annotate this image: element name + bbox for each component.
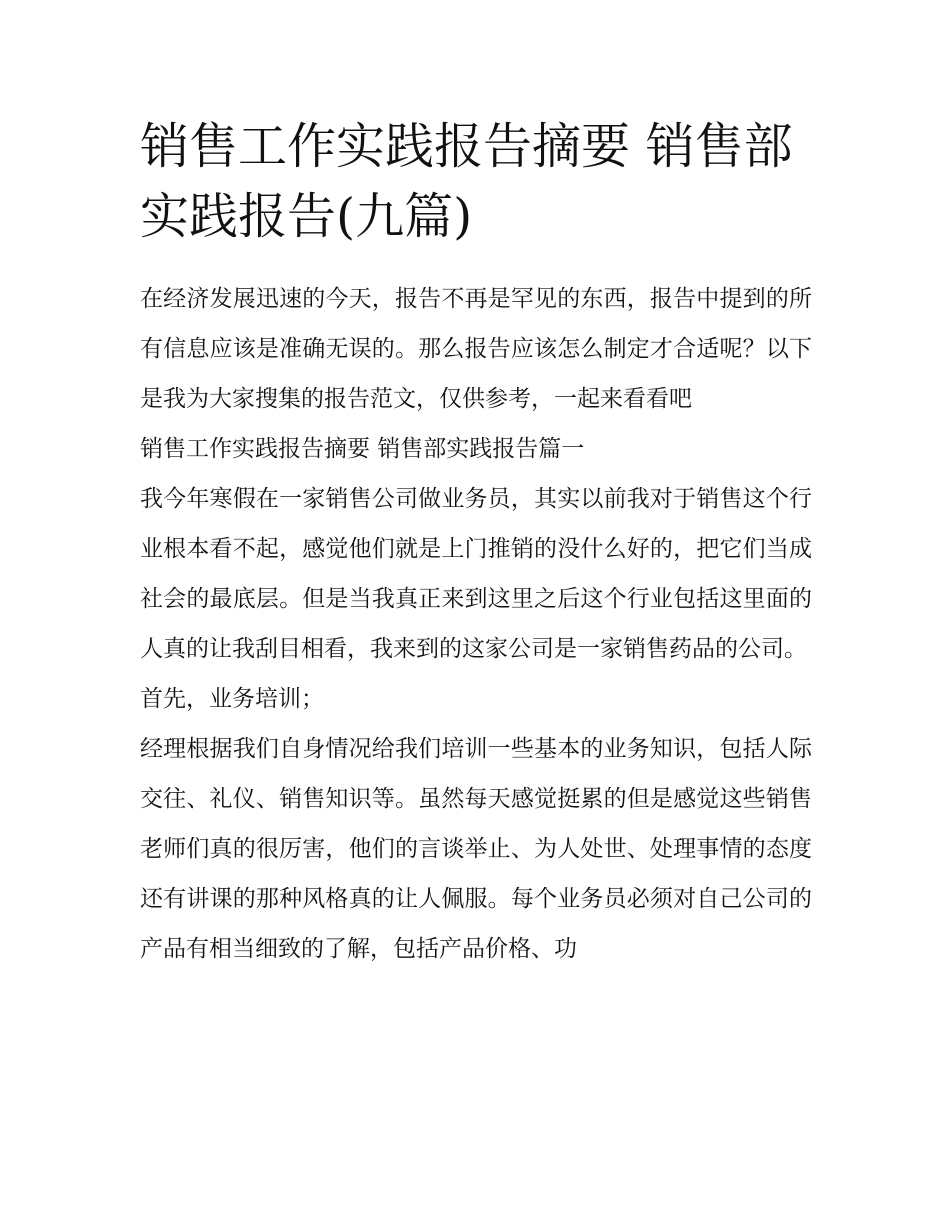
document-page — [140, 112, 812, 974]
body-paragraph: 我今年寒假在一家销售公司做业务员，其实以前我对于销售这个行业根本看不起，感觉他们就是上门推销的没什么好的，把它们当成社会的最底层。但是当我真正来到这里之后这个行业包括这里面的人真的让我刮目相看，我来到的这家公司是一家销售药品的公司。 — [140, 486, 812, 662]
body-paragraph: 经理根据我们自身情况给我们培训一些基本的业务知识，包括人际交往、礼仪、销售知识等。虽然每天感觉挺累的但是感觉这些销售老师们真的很厉害，他们的言谈举止、为人处世、处理事情的态度还有讲课的那种风格真的让人佩服。每个业务员必须对自己公司的产品有相当细致的了解，包括产品价格、功 — [140, 736, 812, 962]
body-paragraph: 首先，业务培训； — [140, 686, 324, 712]
intro-paragraph: 在经济发展迅速的今天，报告不再是罕见的东西，报告中提到的所有信息应该是准确无误的。那么报告应该怎么制定才合适呢？以下是我为大家搜集的报告范文，仅供参考，一起来看看吧 — [140, 286, 812, 412]
document-title: 销售工作实践报告摘要 销售部实践报告(九篇) — [140, 118, 793, 245]
section-heading: 销售工作实践报告摘要 销售部实践报告篇一 — [140, 436, 585, 462]
